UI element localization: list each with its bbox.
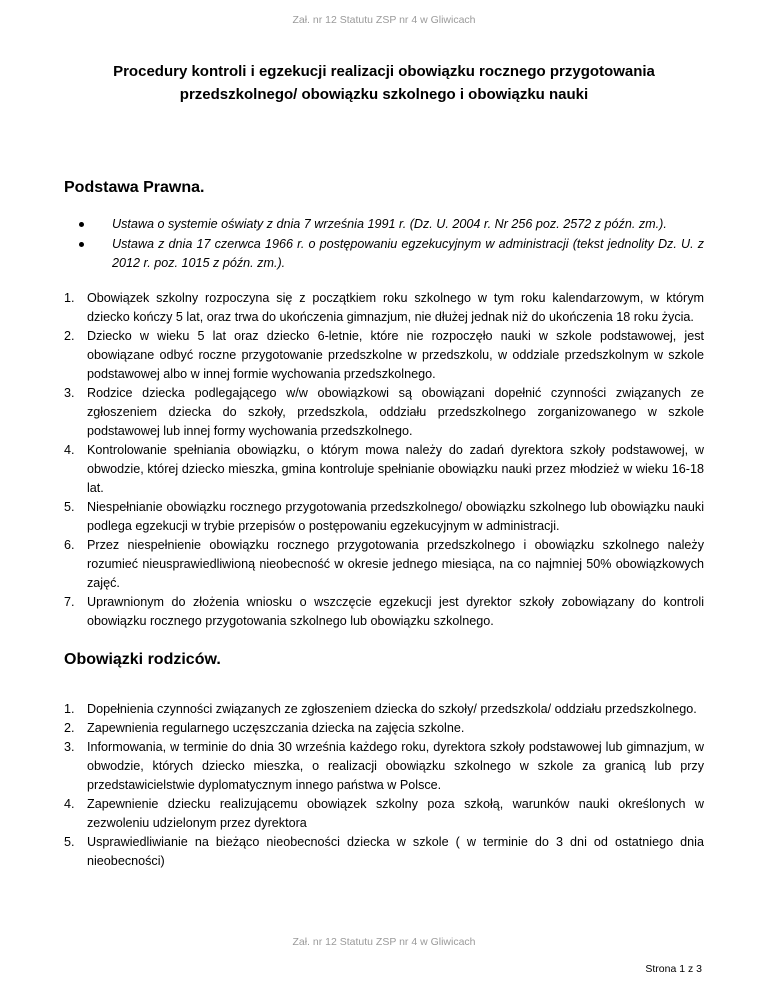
list-item: 2. Dziecko w wieku 5 lat oraz dziecko 6-letnie, które nie rozpoczęło nauki w szkole podstawowej, jest obowiązane odbyć roczne przygotowanie przedszkolne w przedszkolu, w oddziale przedszkolnym w szkole podstawowej albo w innej formie wychowania przedszkolnego. — [64, 329, 704, 381]
legal-act-item — [64, 215, 704, 234]
list-item-text: Dziecko w wieku 5 lat oraz dziecko 6-letnie, które nie rozpoczęło nauki w szkole podstawowej, jest obowiązane odbyć roczne przygotowanie przedszkolne w przedszkolu, w oddziale przedszkolnym w szkole podstawowej albo w innej formie wychowania przedszkolnego. — [87, 329, 704, 381]
parents-duties-numbered-list — [64, 700, 704, 871]
list-item: 6. Przez niespełnienie obowiązku rocznego przygotowania przedszkolnego i obowiązku szkolnego należy rozumieć nieusprawiedliwioną nieobecność w okresie jednego miesiąca, na co najmniej 50% obowiązkowych zajęć. — [64, 538, 704, 590]
list-item-text: Przez niespełnienie obowiązku rocznego przygotowania przedszkolnego i obowiązku szkolnego należy rozumieć nieusprawiedliwioną nieobecność w okresie jednego miesiąca, na co najmniej 50% obowiązkowych zajęć. — [87, 538, 704, 590]
section-heading-parents-duties: Obowiązki rodziców. — [64, 651, 221, 668]
page-number: Strona 1 z 3 — [645, 963, 702, 975]
list-item: 4. Kontrolowanie spełniania obowiązku, o którym mowa należy do zadań dyrektora szkoły podstawowej, w obwodzie, której dziecko mieszka, gmina kontroluje spełnianie obowiązku nauki przez młodzież w wieku 16-18 lat. — [64, 443, 704, 495]
list-item: 1. Dopełnienia czynności związanych ze zgłoszeniem dziecka do szkoły/ przedszkola/ oddziału przedszkolnego. — [64, 702, 697, 716]
bullet-icon — [79, 242, 84, 247]
title-line-1: Procedury kontroli i egzekucji realizacji obowiązku rocznego przygotowania — [113, 63, 655, 80]
legal-act-item — [64, 235, 704, 273]
legal-acts-list — [64, 215, 704, 274]
list-item-text: Niespełnianie obowiązku rocznego przygotowania przedszkolnego/ obowiązku szkolnego lub obowiązku nauki podlega egzekucji w trybie przepisów o postępowaniu egzekucyjnym w administracji. — [87, 500, 704, 533]
footer-note: Zał. nr 12 Statutu ZSP nr 4 w Gliwicach — [292, 936, 476, 948]
list-item-text: Kontrolowanie spełniania obowiązku, o którym mowa należy do zadań dyrektora szkoły podstawowej, w obwodzie, której dziecko mieszka, gmina kontroluje spełnianie obowiązku nauki przez młodzież w wieku 16-18 lat. — [87, 443, 704, 495]
list-item: 7. Uprawnionym do złożenia wniosku o wszczęcie egzekucji jest dyrektor szkoły zobowiązany do kontroli obowiązku rocznego przygotowania szkolnego lub obowiązku szkolnego. — [64, 595, 704, 628]
list-item: 2. Zapewnienia regularnego uczęszczania dziecka na zajęcia szkolne. — [64, 721, 465, 735]
list-item-text: Zapewnienie dziecku realizującemu obowiązek szkolny poza szkołą, warunków nauki określonych w zezwoleniu udzielonym przez dyrektora — [87, 797, 704, 830]
legal-act-text: Ustawa z dnia 17 czerwca 1966 r. o postępowaniu egzekucyjnym w administracji (tekst jednolity Dz. U. z 2012 r. poz. 1015 z późn. zm.). — [112, 237, 704, 270]
document-title — [100, 60, 668, 106]
legal-act-text: Ustawa o systemie oświaty z dnia 7 września 1991 r. (Dz. U. 2004 r. Nr 256 poz. 2572 z późn. zm.). — [112, 217, 667, 231]
list-item: 1. Obowiązek szkolny rozpoczyna się z początkiem roku szkolnego w tym roku kalendarzowym, w którym dziecko kończy 5 lat, oraz trwa do ukończenia gimnazjum, nie dłużej jednak niż do ukończenia 18 roku życia. — [64, 291, 704, 324]
header-note: Zał. nr 12 Statutu ZSP nr 4 w Gliwicach — [292, 14, 476, 26]
list-item-text: Rodzice dziecka podlegającego w/w obowiązkowi są obowiązani dopełnić czynności związanych ze zgłoszeniem dziecka do szkoły, przedszkola, oddziału przedszkolnego zorganizowanego w szkole podstawowej lub innej formy wychowania przedszkolnego. — [87, 386, 704, 438]
title-line-2: przedszkolnego/ obowiązku szkolnego i obowiązku nauki — [179, 86, 589, 103]
list-item-text: Zapewnienia regularnego uczęszczania dziecka na zajęcia szkolne. — [87, 721, 465, 735]
list-item: 4. Zapewnienie dziecku realizującemu obowiązek szkolny poza szkołą, warunków nauki określonych w zezwoleniu udzielonym przez dyrektora — [64, 797, 704, 830]
list-item-text: Uprawnionym do złożenia wniosku o wszczęcie egzekucji jest dyrektor szkoły zobowiązany do kontroli obowiązku rocznego przygotowania szkolnego lub obowiązku szkolnego. — [87, 595, 704, 628]
section-heading-legal-basis: Podstawa Prawna. — [64, 179, 205, 196]
list-item-text: Usprawiedliwianie na bieżąco nieobecności dziecka w szkole ( w terminie do 3 dni od ostatniego dnia nieobecności) — [87, 835, 704, 868]
list-item-text: Obowiązek szkolny rozpoczyna się z początkiem roku szkolnego w tym roku kalendarzowym, w którym dziecko kończy 5 lat, oraz trwa do ukończenia gimnazjum, nie dłużej jednak niż do ukończenia 18 roku życia. — [87, 291, 704, 324]
list-item-text: Informowania, w terminie do dnia 30 września każdego roku, dyrektora szkoły podstawowej lub gimnazjum, w obwodzie, których dziecko mieszka, o realizacji obowiązku szkolnego w szkole za granicą lub przy przedstawicielstwie dyplomatycznym innego państwa w Polsce. — [87, 740, 704, 792]
list-item: 5. Niespełnianie obowiązku rocznego przygotowania przedszkolnego/ obowiązku szkolnego lub obowiązku nauki podlega egzekucji w trybie przepisów o postępowaniu egzekucyjnym w administracji. — [64, 500, 704, 533]
list-item: 3. Informowania, w terminie do dnia 30 września każdego roku, dyrektora szkoły podstawowej lub gimnazjum, w obwodzie, których dziecko mieszka, o realizacji obowiązku szkolnego w szkole za granicą lub przy przedstawicielstwie dyplomatycznym innego państwa w Polsce. — [64, 740, 704, 792]
list-item: 5. Usprawiedliwianie na bieżąco nieobecności dziecka w szkole ( w terminie do 3 dni od ostatniego dnia nieobecności) — [64, 835, 704, 868]
list-item: 3. Rodzice dziecka podlegającego w/w obowiązkowi są obowiązani dopełnić czynności związanych ze zgłoszeniem dziecka do szkoły, przedszkola, oddziału przedszkolnego zorganizowanego w szkole podstawowej lub innej formy wychowania przedszkolnego. — [64, 386, 704, 438]
list-item-text: Dopełnienia czynności związanych ze zgłoszeniem dziecka do szkoły/ przedszkola/ oddziału przedszkolnego. — [87, 702, 697, 716]
legal-basis-numbered-list — [64, 289, 704, 631]
bullet-icon — [79, 222, 84, 227]
